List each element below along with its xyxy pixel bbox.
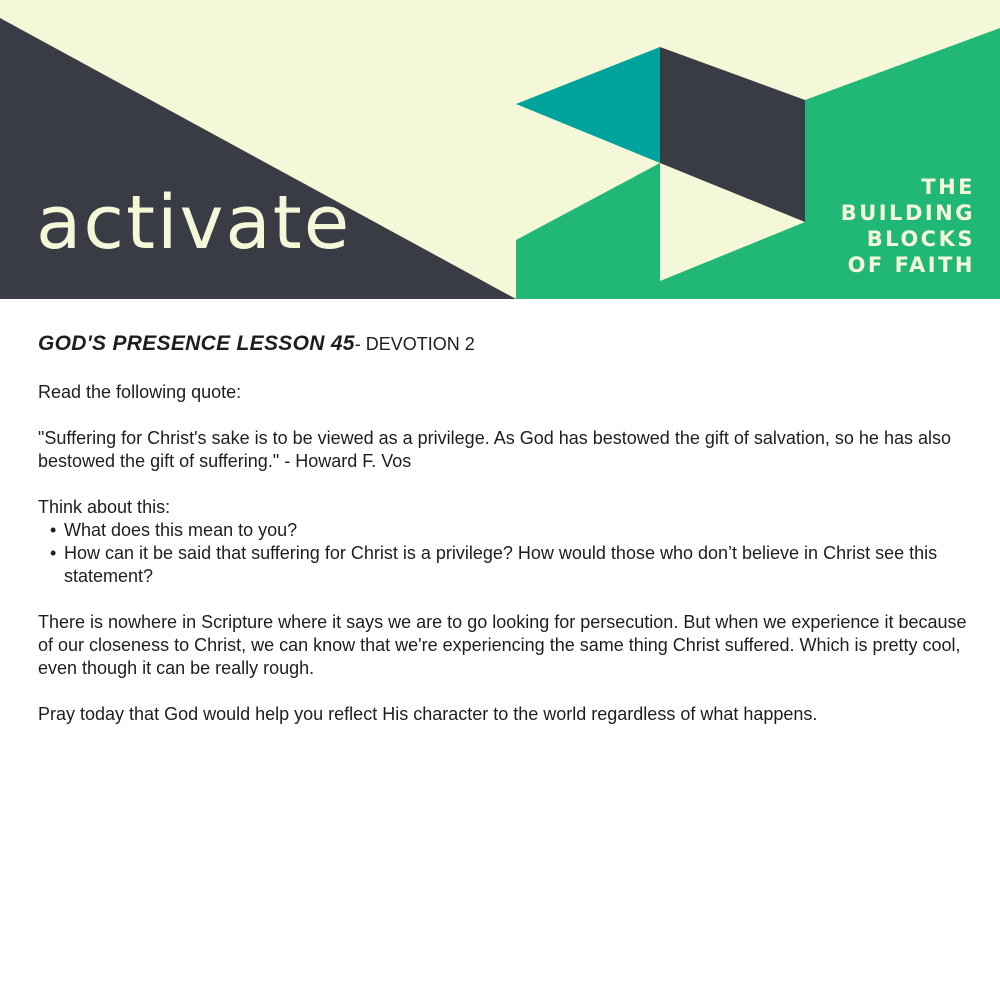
tagline-line: THE [921,175,975,199]
brand-tagline [841,174,975,278]
intro-text: Read the following quote: [38,382,242,402]
tagline-line: BUILDING [840,201,975,225]
devotion-label: - DEVOTION 2 [354,334,475,354]
list-item [49,519,968,542]
question-list [38,519,968,588]
quote-text: "Suffering for Christ's sake is to be viewed as a privilege. As God has bestowed the gift of salvation, so he has also bestowed the gift of suffering." - Howard F. Vos [38,428,951,471]
bullet-icon: • [50,520,57,540]
tagline-line: BLOCKS [866,227,975,251]
question-text: What does this mean to you? [64,520,298,540]
body-paragraph: There is nowhere in Scripture where it says we are to go looking for persecution. But when we experience it because of our closeness to Christ, we can know that we're experiencing the same thing Christ suffered. Which is pretty cool, even though it can be really rough. [38,612,967,678]
prayer-text: Pray today that God would help you reflect His character to the world regardless of what happens. [38,704,818,724]
brand-wordmark: activate [36,180,352,266]
lesson-heading [38,330,968,358]
header-banner [0,0,1000,299]
devotion-content [38,330,968,749]
tagline-line: OF FAITH [847,253,975,277]
lesson-title: GOD'S PRESENCE LESSON 45 [38,332,355,355]
think-label: Think about this: [38,497,171,517]
list-item [49,542,968,588]
bullet-icon: • [50,543,57,563]
question-text: How can it be said that suffering for Christ is a privilege? How would those who don’t believe in Christ see this statement? [64,543,938,586]
